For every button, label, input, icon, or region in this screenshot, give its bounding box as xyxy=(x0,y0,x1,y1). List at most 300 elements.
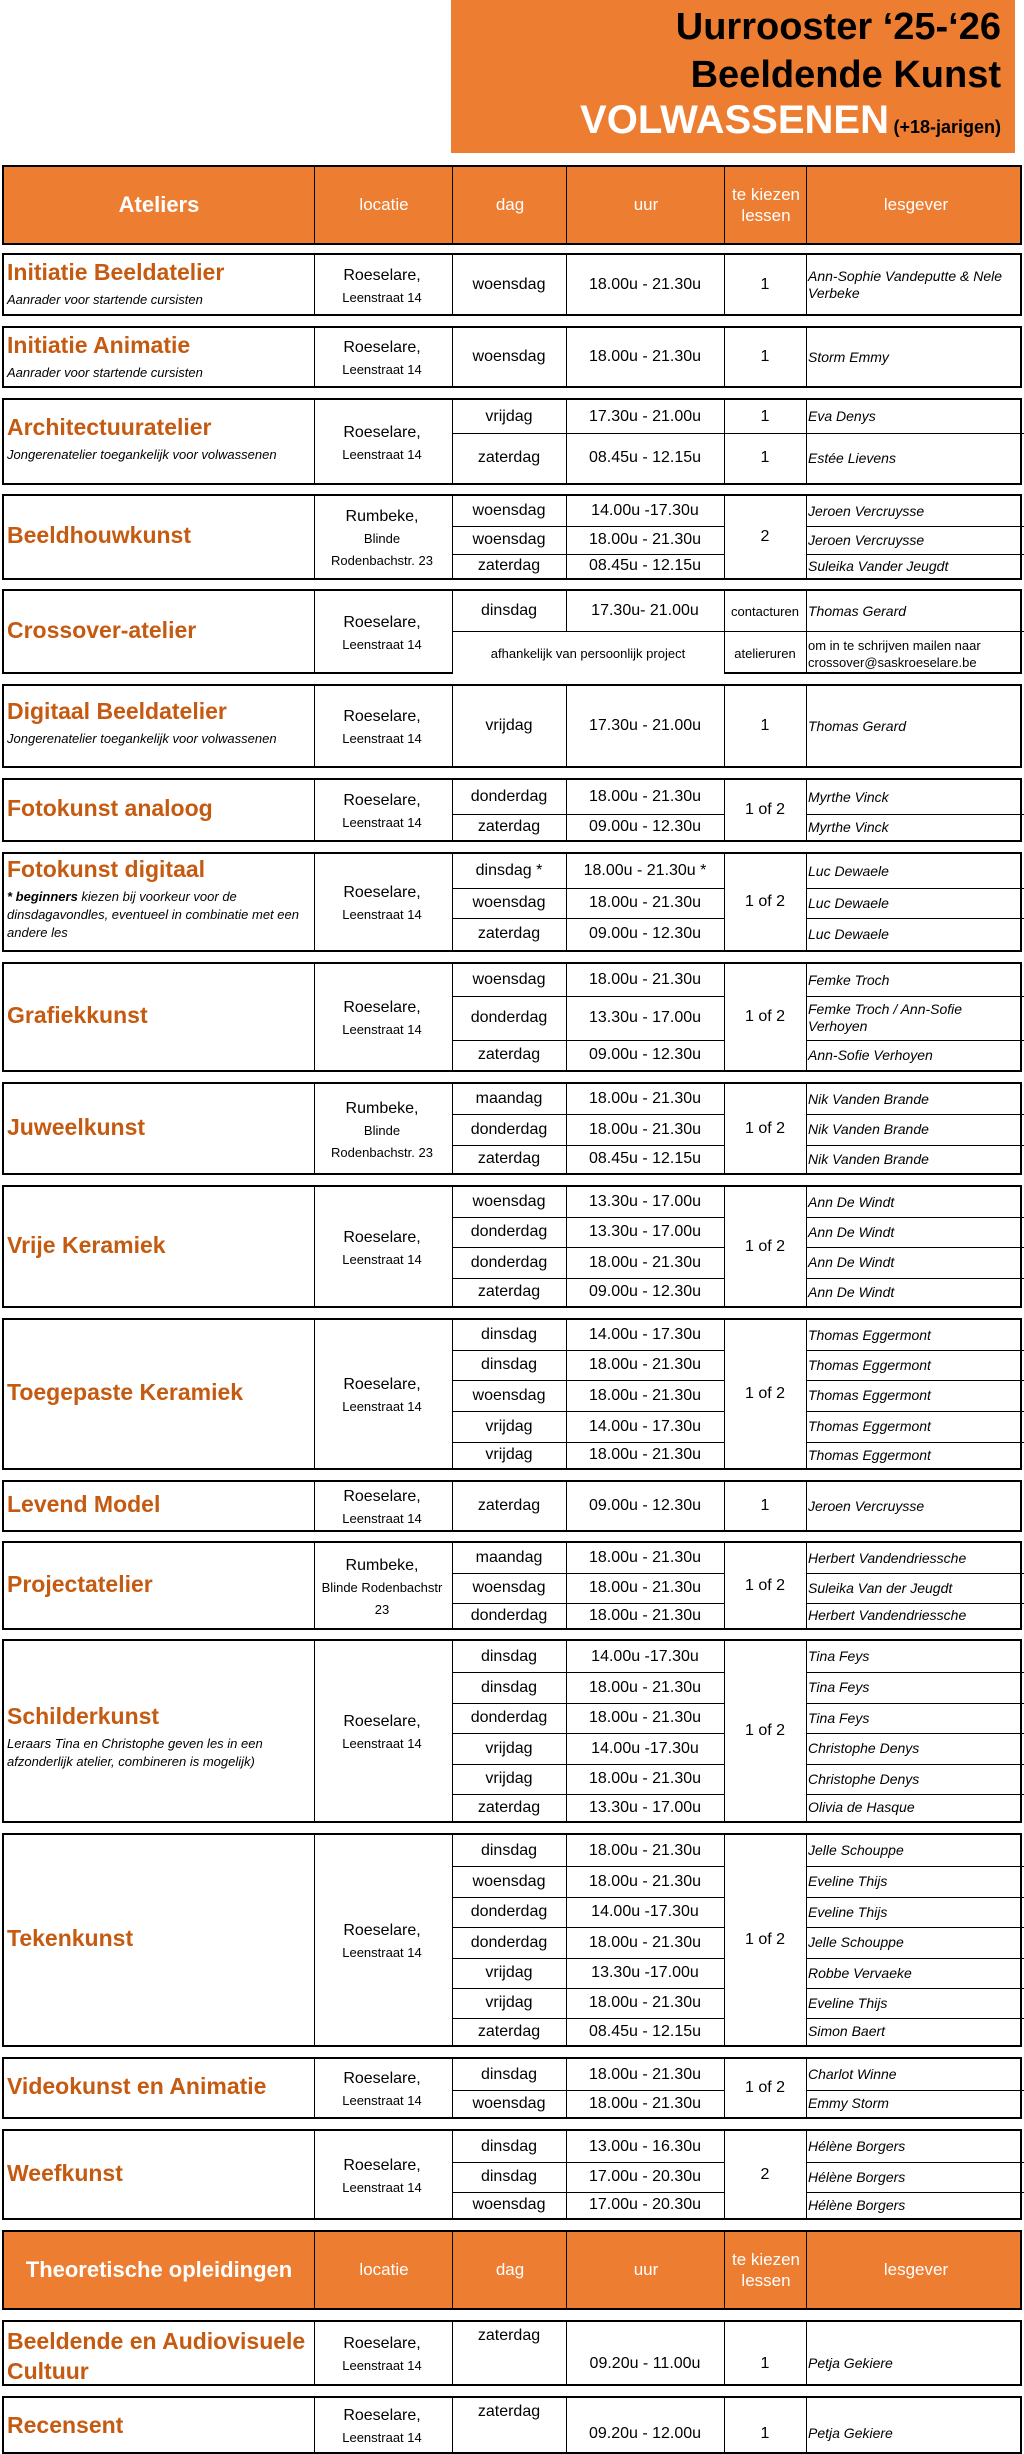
atelier-location xyxy=(314,612,450,656)
time-cell: 13.00u - 16.30u xyxy=(588,2137,702,2155)
location-line: Roeselare, xyxy=(343,1376,421,1393)
atelier-note: Jongerenatelier toegankelijk voor volwassenen xyxy=(7,731,277,746)
time-cell: 18.00u - 21.30u xyxy=(588,1709,702,1726)
schedule-subtitle: Beeldende Kunst xyxy=(690,54,1001,96)
time-cell: 14.00u -17.30u xyxy=(591,1903,699,1920)
column-divider xyxy=(806,1543,807,1628)
teacher-cell: Emmy Storm xyxy=(808,2095,889,2111)
location-line: 23 xyxy=(374,1601,390,1617)
teacher-cell: Ann-Sofie Verhoyen xyxy=(808,1046,933,1063)
location-line: Blinde xyxy=(363,531,401,546)
atelier-note: Jongerenatelier toegankelijk voor volwassenen xyxy=(7,446,277,462)
time-cell: 09.00u - 12.30u xyxy=(588,1497,702,1514)
column-header: uur xyxy=(566,2232,725,2308)
atelier-location xyxy=(314,882,450,926)
teacher-cell: Thomas Eggermont xyxy=(808,1446,931,1463)
day-cell: dinsdag xyxy=(480,1678,538,1696)
time-cell: 14.00u - 17.30u xyxy=(588,1417,702,1435)
location-line: Roeselare, xyxy=(343,266,421,284)
atelier-note: Leraars Tina en Christophe geven les in een afzonderlijk atelier, combineren is mogelijk) xyxy=(7,1736,263,1769)
column-divider xyxy=(806,1482,807,1530)
atelier-location xyxy=(314,1486,450,1530)
atelier-name: Projectatelier xyxy=(7,1570,153,1597)
lessons-cell: 2 xyxy=(760,528,770,545)
theory-location xyxy=(314,2333,450,2377)
atelier-location xyxy=(314,2155,450,2199)
location-line: Roeselare, xyxy=(343,2335,421,2352)
teacher-cell: Herbert Vandendriessche xyxy=(808,1549,967,1566)
time-cell: 18.00u - 21.30u xyxy=(588,2094,702,2112)
teacher-cell: Ann De Windt xyxy=(808,1254,895,1270)
location-line: Leenstraat 14 xyxy=(342,1511,422,1526)
atelier-block xyxy=(2,589,1022,674)
atelier-name: Fotokunst analoog xyxy=(7,795,213,821)
lessons-cell: 1 xyxy=(760,348,770,365)
teacher-cell: Olivia de Hasque xyxy=(808,1799,915,1815)
teacher-cell: Nik Vanden Brande xyxy=(808,1121,929,1137)
teacher-cell: Tina Feys xyxy=(808,1679,870,1695)
day-cell: zaterdag xyxy=(477,2403,541,2420)
atelier-name: Vrije Keramiek xyxy=(7,1231,166,1258)
audience-age: (+18-jarigen) xyxy=(893,117,1001,137)
teacher-cell: Tina Feys xyxy=(808,1648,870,1664)
time-cell: 09.00u - 12.30u xyxy=(588,1046,702,1063)
day-cell: zaterdag xyxy=(477,1150,541,1167)
teacher-cell: Nik Vanden Brande xyxy=(808,1150,929,1167)
teacher-cell: Thomas Gerard xyxy=(808,717,907,734)
location-line: Leenstraat 14 xyxy=(342,1736,422,1751)
lessons-cell: 1 xyxy=(760,2354,770,2372)
time-cell: 13.30u - 17.00u xyxy=(588,1798,702,1816)
column-divider xyxy=(806,328,807,386)
teacher-cell: Jelle Schouppe xyxy=(808,1934,904,1950)
location-line: Roeselare, xyxy=(343,339,421,356)
day-cell: woensdag xyxy=(472,971,546,988)
column-header: locatie xyxy=(314,2232,453,2308)
teacher-cell: Tina Feys xyxy=(808,1709,870,1726)
theory-name: Beeldende en Audiovisuele Cultuur xyxy=(7,2328,306,2384)
time-cell: 17.00u - 20.30u xyxy=(588,2196,702,2213)
lessons-cell: 1 of 2 xyxy=(744,2079,786,2096)
teacher-cell: Christophe Denys xyxy=(808,1770,920,1787)
teacher-cell: Thomas Eggermont xyxy=(808,1418,931,1434)
time-cell: 18.00u - 21.30u xyxy=(588,1606,702,1624)
location-line: Leenstraat 14 xyxy=(342,1399,422,1414)
location-line: Roeselare, xyxy=(343,1713,421,1730)
column-header: dag xyxy=(452,2232,567,2308)
lessons-cell: 1 of 2 xyxy=(744,801,786,818)
day-cell: zaterdag xyxy=(477,1046,541,1063)
atelier-block xyxy=(2,398,1022,485)
column-header: lesgever xyxy=(806,2232,1024,2308)
atelier-location xyxy=(314,1098,450,1164)
lessons-cell: 1 of 2 xyxy=(744,1722,786,1739)
teacher-cell: Hélène Borgers xyxy=(808,2168,906,2185)
atelier-block xyxy=(2,253,1022,316)
teacher-cell: Herbert Vandendriessche xyxy=(808,1607,967,1623)
location-line: Roeselare, xyxy=(343,999,421,1016)
day-cell: woensdag xyxy=(472,531,546,548)
atelier-location xyxy=(314,997,450,1041)
atelier-note: Aanrader voor startende cursisten xyxy=(7,292,203,307)
project-note: afhankelijk van persoonlijk project xyxy=(490,646,686,661)
atelier-location xyxy=(314,1920,450,1964)
atelier-block xyxy=(2,326,1022,388)
location-line: Blinde Rodenbachstr xyxy=(321,1579,443,1595)
day-cell: vrijdag xyxy=(485,1994,533,2011)
lessons-cell: 1 of 2 xyxy=(744,1576,786,1594)
atelier-name: Initiatie Animatie xyxy=(7,332,191,358)
day-cell: dinsdag xyxy=(480,1841,538,1859)
day-cell: zaterdag xyxy=(477,818,541,835)
atelier-location xyxy=(314,2068,450,2112)
column-divider xyxy=(806,1084,807,1173)
location-line: Roeselare, xyxy=(343,884,421,901)
ateliers-header xyxy=(2,165,1022,245)
atelier-block xyxy=(2,1541,1022,1630)
location-line: Leenstraat 14 xyxy=(342,2179,422,2195)
location-line: Leenstraat 14 xyxy=(342,731,422,746)
teacher-cell: Eveline Thijs xyxy=(808,1873,888,1889)
time-cell: 18.00u - 21.30u xyxy=(588,1090,702,1107)
day-cell: woensdag xyxy=(472,1872,546,1890)
atelier-name: Initiatie Beeldatelier xyxy=(7,259,225,285)
day-cell: vrijdag xyxy=(485,1770,533,1787)
location-line: Leenstraat 14 xyxy=(342,2430,422,2445)
column-divider xyxy=(806,780,807,840)
time-cell: 18.00u - 21.30u xyxy=(588,531,702,548)
location-line: Roeselare, xyxy=(343,613,421,631)
day-cell: donderdag xyxy=(470,1223,548,1240)
atelier-block xyxy=(2,1480,1022,1532)
day-cell: dinsdag xyxy=(480,1326,538,1343)
atelier-name: Juweelkunst xyxy=(7,1113,146,1140)
atelier-location xyxy=(314,1711,450,1755)
teacher-cell: Femke Troch xyxy=(808,971,890,988)
time-cell: 18.00u - 21.30u * xyxy=(583,862,707,879)
time-cell: 09.00u - 12.30u xyxy=(588,925,702,942)
lessons-cell: 1 of 2 xyxy=(744,1931,786,1948)
day-cell: dinsdag xyxy=(480,2168,538,2185)
theory-name: Recensent xyxy=(7,2412,124,2438)
location-line: Leenstraat 14 xyxy=(342,289,422,305)
time-cell: 14.00u -17.30u xyxy=(591,1647,699,1665)
location-line: Roeselare, xyxy=(343,1922,421,1939)
day-cell: vrijdag xyxy=(485,1739,533,1757)
lessons-cell: 1 xyxy=(760,717,770,734)
lessons-cell: atelieruren xyxy=(734,646,796,661)
atelier-location xyxy=(314,337,450,381)
location-line: Rumbeke, xyxy=(345,508,419,525)
atelier-name: Beeldhouwkunst xyxy=(7,522,192,548)
atelier-block xyxy=(2,1318,1022,1470)
time-cell: 13.30u - 17.00u xyxy=(588,1223,702,1240)
day-cell: woensdag xyxy=(472,1579,546,1596)
atelier-block xyxy=(2,1082,1022,1175)
time-cell: 08.45u - 12.15u xyxy=(588,2022,702,2040)
day-cell: vrijdag xyxy=(485,717,533,734)
atelier-block xyxy=(2,1639,1022,1823)
teacher-cell: Petja Gekiere xyxy=(808,2355,893,2371)
day-cell: donderdag xyxy=(470,788,548,805)
teacher-cell: Storm Emmy xyxy=(808,348,889,365)
day-cell: donderdag xyxy=(470,1606,548,1624)
column-divider xyxy=(806,400,807,483)
day-cell: dinsdag xyxy=(480,2137,538,2155)
column-divider xyxy=(806,2398,807,2452)
day-cell: dinsdag xyxy=(480,2065,538,2083)
note-emphasis: * beginners xyxy=(7,889,82,904)
time-cell: 18.00u - 21.30u xyxy=(588,348,702,365)
location-line: Rumbeke, xyxy=(345,1556,419,1574)
atelier-block xyxy=(2,494,1022,580)
lessons-cell: 1 of 2 xyxy=(744,1237,786,1255)
location-line: Leenstraat 14 xyxy=(342,2358,422,2373)
time-cell: 13.30u - 17.00u xyxy=(588,1193,702,1210)
time-cell: 09.20u - 12.00u xyxy=(588,2424,702,2442)
column-header: Theoretische opleidingen xyxy=(25,2257,293,2283)
atelier-location xyxy=(314,265,450,309)
day-cell: maandag xyxy=(475,1090,543,1107)
day-cell: woensdag xyxy=(472,2094,546,2112)
time-cell: 18.00u - 21.30u xyxy=(588,1253,702,1271)
atelier-name: Digitaal Beeldatelier xyxy=(7,698,227,724)
atelier-location xyxy=(314,506,450,572)
teacher-cell: Luc Dewaele xyxy=(808,894,889,911)
time-cell: 17.00u - 20.30u xyxy=(588,2168,702,2185)
column-header: te kiezen lessen xyxy=(724,2232,807,2308)
teacher-cell: Thomas Eggermont xyxy=(808,1387,931,1403)
lessons-cell: contacturen xyxy=(731,603,799,619)
day-cell: woensdag xyxy=(472,2196,546,2213)
day-cell: donderdag xyxy=(470,1253,548,1271)
column-divider xyxy=(806,2059,807,2117)
time-cell: 18.00u - 21.30u xyxy=(588,1872,702,1890)
lessons-cell: 1 xyxy=(760,1497,770,1514)
teacher-cell: Hélène Borgers xyxy=(808,2138,906,2154)
location-line: Rumbeke, xyxy=(345,1099,419,1117)
teacher-cell: Nik Vanden Brande xyxy=(808,1090,929,1107)
atelier-location xyxy=(314,422,450,466)
day-cell: maandag xyxy=(475,1549,543,1566)
time-cell: 08.45u - 12.15u xyxy=(588,1150,702,1167)
time-cell: 18.00u - 21.30u xyxy=(588,1841,702,1859)
location-line: Leenstraat 14 xyxy=(342,446,422,462)
atelier-block xyxy=(2,1833,1022,2047)
lessons-cell: 2 xyxy=(760,2165,770,2183)
teacher-cell: Luc Dewaele xyxy=(808,925,889,942)
day-cell: zaterdag xyxy=(477,2327,541,2344)
column-divider xyxy=(806,964,807,1070)
time-cell: 18.00u - 21.30u xyxy=(588,1446,702,1463)
location-line: Roeselare, xyxy=(343,423,421,441)
lessons-cell: 1 of 2 xyxy=(744,1008,786,1025)
title-box xyxy=(451,0,1015,153)
atelier-note: * beginners kiezen bij voorkeur voor de dinsdagavondles, eventueel in combinatie met een andere les xyxy=(7,889,299,940)
location-line: Roeselare, xyxy=(343,2070,421,2087)
atelier-name: Grafiekkunst xyxy=(7,1002,148,1028)
time-cell: 18.00u - 21.30u xyxy=(588,1678,702,1696)
column-divider xyxy=(806,1320,807,1468)
teacher-cell: Eveline Thijs xyxy=(808,1994,888,2011)
location-line: Leenstraat 14 xyxy=(342,1022,422,1037)
lessons-cell: 1 xyxy=(760,449,770,466)
day-cell: dinsdag xyxy=(480,1647,538,1665)
teacher-cell: Ann De Windt xyxy=(808,1283,895,1300)
location-line: Roeselare, xyxy=(343,1488,421,1505)
day-cell: woensdag xyxy=(472,502,546,519)
location-line: Leenstraat 14 xyxy=(342,907,422,922)
atelier-block xyxy=(2,962,1022,1072)
time-cell: 08.45u - 12.15u xyxy=(588,449,702,466)
atelier-block xyxy=(2,684,1022,768)
time-cell: 18.00u - 21.30u xyxy=(588,1994,702,2011)
location-line: Leenstraat 14 xyxy=(342,2093,422,2108)
time-cell: 14.00u - 17.30u xyxy=(588,1326,702,1343)
time-cell: 14.00u -17.30u xyxy=(591,1739,699,1757)
time-cell: 09.20u - 11.00u xyxy=(589,2354,701,2372)
day-cell: zaterdag xyxy=(477,2022,541,2040)
teacher-cell: Jeroen Vercruysse xyxy=(808,502,925,519)
location-line: Rodenbachstr. 23 xyxy=(331,1144,433,1160)
teacher-cell: Ann De Windt xyxy=(808,1223,895,1240)
column-header: Ateliers xyxy=(118,192,200,218)
teacher-cell: Suleika Vander Jeugdt xyxy=(808,557,949,574)
atelier-location xyxy=(314,706,450,750)
time-cell: 09.00u - 12.30u xyxy=(588,818,702,835)
theory-block xyxy=(2,2396,1022,2454)
day-cell: vrijdag xyxy=(485,407,533,425)
teacher-cell: Myrthe Vinck xyxy=(808,818,889,835)
atelier-block xyxy=(2,778,1022,842)
location-line: Leenstraat 14 xyxy=(342,362,422,377)
location-line: Roeselare, xyxy=(343,792,421,809)
day-cell: woensdag xyxy=(472,348,546,365)
time-cell: 18.00u - 21.30u xyxy=(588,275,702,293)
teacher-cell: Jeroen Vercruysse xyxy=(808,531,925,548)
time-cell: 17.30u - 21.00u xyxy=(588,407,702,425)
day-cell: woensdag xyxy=(472,275,546,293)
teacher-cell: Ann De Windt xyxy=(808,1193,895,1210)
day-cell: zaterdag xyxy=(477,925,541,942)
day-cell: dinsdag xyxy=(480,1356,538,1373)
day-cell: dinsdag * xyxy=(475,862,543,879)
day-cell: zaterdag xyxy=(477,449,541,466)
teacher-cell: Jelle Schouppe xyxy=(808,1842,904,1858)
day-cell: vrijdag xyxy=(485,1417,533,1435)
column-divider xyxy=(806,686,807,766)
audience-label: VOLWASSENEN xyxy=(580,98,889,142)
day-cell: donderdag xyxy=(470,1709,548,1726)
time-cell: 18.00u - 21.30u xyxy=(588,1933,702,1951)
theory-location xyxy=(314,2405,450,2449)
atelier-location xyxy=(314,1227,450,1271)
teacher-cell: Simon Baert xyxy=(808,2023,886,2039)
atelier-name: Crossover-atelier xyxy=(7,616,197,643)
day-cell: woensdag xyxy=(472,1193,546,1210)
time-cell: 18.00u - 21.30u xyxy=(588,1549,702,1566)
location-line: Leenstraat 14 xyxy=(342,1945,422,1960)
teacher-cell: Thomas Eggermont xyxy=(808,1356,931,1373)
atelier-location xyxy=(314,1555,450,1621)
column-divider xyxy=(806,2131,807,2218)
atelier-block xyxy=(2,852,1022,952)
location-line: Leenstraat 14 xyxy=(342,1251,422,1267)
column-header: dag xyxy=(452,167,567,243)
location-line: Roeselare, xyxy=(343,708,421,725)
time-cell: 18.00u - 21.30u xyxy=(588,1386,702,1404)
time-cell: 18.00u - 21.30u xyxy=(588,2065,702,2083)
column-divider xyxy=(806,496,807,578)
day-cell: donderdag xyxy=(470,1903,548,1920)
atelier-name: Levend Model xyxy=(7,1491,161,1517)
time-cell: 13.30u -17.00u xyxy=(591,1964,699,1981)
lessons-cell: 1 xyxy=(760,407,770,425)
location-line: Roeselare, xyxy=(343,1228,421,1246)
day-cell: donderdag xyxy=(470,1933,548,1951)
column-header: locatie xyxy=(314,167,453,243)
audience-line xyxy=(580,98,1001,143)
column-header: te kiezen lessen xyxy=(724,167,807,243)
time-cell: 13.30u - 17.00u xyxy=(588,1009,702,1026)
teacher-cell: Femke Troch / Ann-Sofie Verhoyen xyxy=(808,1001,963,1034)
column-header: lesgever xyxy=(806,167,1024,243)
location-line: Leenstraat 14 xyxy=(342,636,422,652)
lessons-cell: 1 of 2 xyxy=(744,1385,786,1402)
teacher-cell: Luc Dewaele xyxy=(808,862,889,879)
time-cell: 17.30u - 21.00u xyxy=(588,717,702,734)
teacher-cell: Eveline Thijs xyxy=(808,1903,888,1920)
day-cell: woensdag xyxy=(472,894,546,911)
time-cell: 18.00u - 21.30u xyxy=(588,1356,702,1373)
theory-header xyxy=(2,2230,1022,2310)
theory-block xyxy=(2,2320,1022,2386)
teacher-cell: Thomas Eggermont xyxy=(808,1326,931,1343)
location-line: Leenstraat 14 xyxy=(342,815,422,830)
teacher-cell: om in te schrijven mailen naar crossover@saskroeselare.be xyxy=(808,637,981,670)
column-divider xyxy=(806,255,807,314)
day-cell: donderdag xyxy=(470,1120,548,1138)
column-divider xyxy=(806,854,807,950)
location-line: Roeselare, xyxy=(343,2407,421,2424)
atelier-name: Weefkunst xyxy=(7,2159,123,2186)
day-cell: dinsdag xyxy=(480,602,538,619)
day-cell: zaterdag xyxy=(477,1798,541,1816)
atelier-location xyxy=(314,790,450,834)
teacher-cell: Myrthe Vinck xyxy=(808,788,889,805)
teacher-cell: Christophe Denys xyxy=(808,1740,920,1756)
atelier-block xyxy=(2,2129,1022,2220)
time-cell: 09.00u - 12.30u xyxy=(588,1283,702,1300)
time-cell: 08.45u - 12.15u xyxy=(588,557,702,574)
day-cell: zaterdag xyxy=(477,557,541,574)
column-divider xyxy=(806,2322,807,2384)
time-cell: 18.00u - 21.30u xyxy=(588,894,702,911)
atelier-name: Tekenkunst xyxy=(7,1925,134,1951)
teacher-cell: Eva Denys xyxy=(808,408,876,424)
teacher-cell: Charlot Winne xyxy=(808,2066,897,2082)
atelier-block xyxy=(2,1185,1022,1308)
atelier-name: Toegepaste Keramiek xyxy=(7,1379,244,1405)
day-cell: zaterdag xyxy=(477,1283,541,1300)
day-cell: woensdag xyxy=(472,1386,546,1404)
atelier-name: Architectuuratelier xyxy=(7,413,212,440)
lessons-cell: 1 of 2 xyxy=(744,893,786,910)
day-cell: vrijdag xyxy=(485,1964,533,1981)
time-cell: 18.00u - 21.30u xyxy=(588,971,702,988)
time-cell: 18.00u - 21.30u xyxy=(588,1770,702,1787)
teacher-cell: Estée Lievens xyxy=(808,449,896,466)
